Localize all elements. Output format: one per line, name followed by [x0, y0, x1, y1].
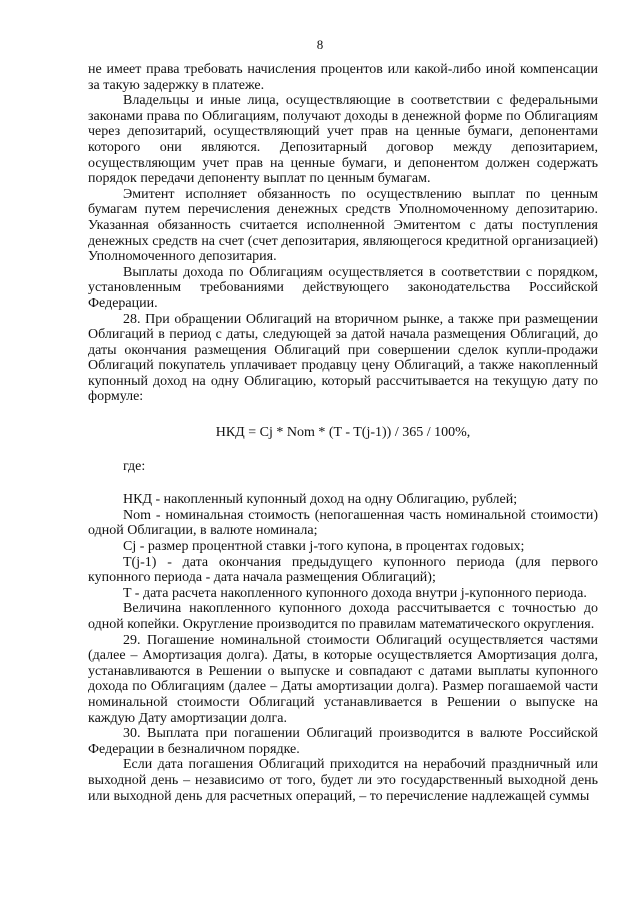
paragraph-continuation: не имеет права требовать начисления процентов или какой-либо иной компенсации за такую задержку в платеже. — [88, 62, 598, 93]
definition-cj: Cj - размер процентной ставки j-того купона, в процентах годовых; — [123, 539, 525, 555]
paragraph-clause-28: 28. При обращении Облигаций на вторичном рынке, а также при размещении Облигаций в период с даты, следующей за датой начала размещения Облигаций, до даты окончания размещения Облигаций при совершении сделок купли-продажи Облигаций покупатель уплачивает продавцу цену Облигаций, а также накопленный купонный доход на одну Облигацию, который рассчитывается на текущую дату по формуле: — [88, 311, 598, 405]
definition-nkd: НКД - накопленный купонный доход на одну Облигацию, рублей; — [123, 492, 518, 508]
paragraph-clause-30: 30. Выплата при погашении Облигаций производится в валюте Российской Федерации в безналичном порядке. — [88, 726, 598, 757]
paragraph-issuer-obligation: Эмитент исполняет обязанность по осуществлению выплат по ценным бумагам путем перечисления денежных средств Уполномоченному депозитарию. Указанная обязанность считается исполненной Эмитентом с даты поступления денежных средств на счет (счет депозитария, являющегося кредитной организацией) Уполномоченного депозитария. — [88, 186, 598, 265]
paragraph-income-payments: Выплаты дохода по Облигациям осуществляется в соответствии с порядком, установленным требованиями действующего законодательства Российской Федерации. — [88, 264, 598, 311]
paragraph-rounding: Величина накопленного купонного дохода рассчитывается с точностью до одной копейки. Округление производится по правилам математического округления. — [88, 601, 598, 632]
definition-t: T - дата расчета накопленного купонного дохода внутри j-купонного периода. — [123, 585, 587, 601]
definition-t-prev: T(j-1) - дата окончания предыдущего купонного периода (для первого купонного периода - дата начала размещения Облигаций); — [88, 554, 598, 586]
document-body — [88, 62, 598, 804]
paragraph-holders-income: Владельцы и иные лица, осуществляющие в соответствии с федеральными законами права по Облигациям, получают доходы в денежной форме по Облигациям через депозитарий, осуществляющий учет прав на ценные бумаги, депонентами которого они являются. Депозитарный договор между депозитарием, осуществляющим учет прав на ценные бумаги, и депонентом должен содержать порядок передачи депоненту выплат по ценным бумагам. — [88, 93, 598, 187]
paragraph-clause-29: 29. Погашение номинальной стоимости Облигаций осуществляется частями (далее – Амортизация долга). Даты, в которые осуществляется Амортизация долга, устанавливаются в Решении о выпуске и совпадают с датами выплаты купонного дохода по Облигациям (далее – Даты амортизации долга). Размер погашаемой части номинальной стоимости Облигаций устанавливается в Решении о выпуске на каждую Дату амортизации долга. — [88, 632, 598, 726]
page-number: 8 — [316, 37, 324, 52]
formula-where-label: где: — [123, 458, 146, 474]
paragraph-non-working-day: Если дата погашения Облигаций приходится на нерабочий праздничный или выходной день – независимо от того, будет ли это государственный выходной день или выходной день для расчетных операций, – то перечисление надлежащей суммы — [88, 757, 598, 804]
nkd-formula: НКД = Cj * Nom * (T - T(j-1)) / 365 / 100%, — [215, 425, 471, 441]
definition-nom: Nom - номинальная стоимость (непогашенная часть номинальной стоимости) одной Облигации, в валюте номинала; — [88, 507, 598, 539]
